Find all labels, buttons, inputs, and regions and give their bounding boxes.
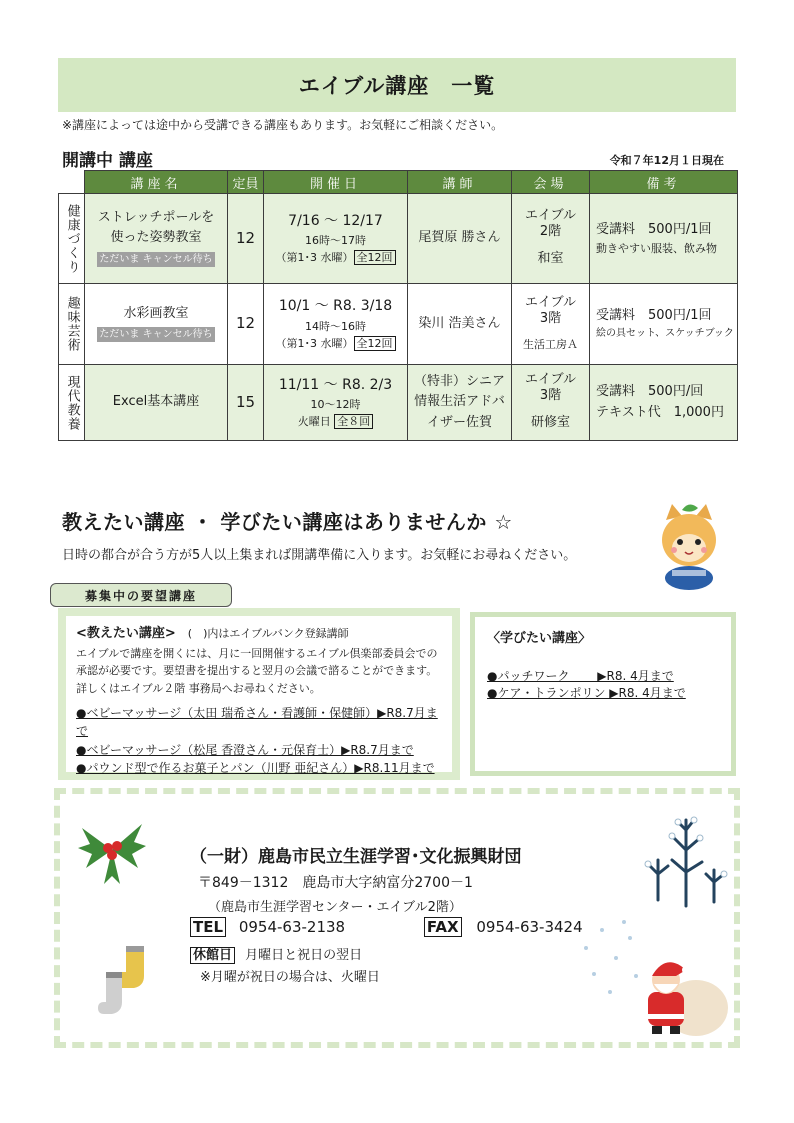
teach-list <box>76 704 442 778</box>
header-venue: 会場 <box>512 171 590 194</box>
list-item: ●ケア・トランポリン ▶R8. 4月まで <box>487 686 686 701</box>
dates-cell <box>264 194 408 284</box>
fee: 受講料 500円/1回 <box>596 308 712 324</box>
dates-cell <box>264 365 408 441</box>
category-cell: 趣味芸術 <box>59 284 85 365</box>
recruit-subtitle: 日時の都合が合う方が5人以上集まれば開講準備に入ります。お気軽にお尋ねください。 <box>62 548 577 563</box>
learn-heading: 〈学びたい講座〉 <box>487 631 592 646</box>
course-name: 水彩画教室 <box>123 305 189 321</box>
venue: エイブル3階 <box>524 294 577 327</box>
course-name-cell <box>85 284 228 365</box>
course-name-cell <box>85 365 228 441</box>
notes-cell <box>590 284 738 365</box>
waitlist-badge: ただいま キャンセル待ち <box>99 329 213 340</box>
as-of-date: 令和７年12月１日現在 <box>609 154 724 167</box>
fee: 受講料 500円/1回 <box>596 221 712 237</box>
date-range: 7/16 ～ 12/17 <box>288 212 383 229</box>
course-name: ストレッチポールを使った姿勢教室 <box>97 210 215 246</box>
fax-number: 0954-63-3424 <box>476 918 583 936</box>
contact-line <box>190 918 583 936</box>
course-name: Excel基本講座 <box>112 394 200 410</box>
teach-body-contact: 詳しくはエイブル２階 事務局へお尋ねください。 <box>76 681 321 695</box>
notes-cell <box>590 365 738 441</box>
address: 〒849－1312 鹿島市大字納富分2700－1 <box>198 875 473 891</box>
table-header-row <box>59 171 738 194</box>
category-cell: 健康づくり <box>59 194 85 284</box>
title-band <box>58 58 736 112</box>
venue: エイブル3階 <box>524 371 577 404</box>
teach-box <box>58 608 460 780</box>
teach-heading: <教えたい講座> <box>76 626 176 641</box>
header-dates: 開催日 <box>264 171 408 194</box>
venue: エイブル2階 <box>524 207 577 240</box>
header-blank <box>59 171 85 194</box>
header-instructor: 講師 <box>408 171 512 194</box>
page-title: エイブル講座 一覧 <box>298 74 496 98</box>
instructor-cell: 尾賀原 勝さん <box>408 194 512 284</box>
waitlist-badge: ただいま キャンセル待ち <box>99 253 213 265</box>
org-name: （一財）鹿島市民立生涯学習･文化振興財団 <box>190 847 522 867</box>
instructor-cell: （特非）シニア情報生活アドバイザー佐賀 <box>408 365 512 441</box>
time-range: 10～12時 <box>310 398 361 412</box>
category-cell: 現代教養 <box>59 365 85 441</box>
table-row <box>59 365 738 441</box>
notes-text: 動きやすい服装、飲み物 <box>596 242 717 256</box>
fax-label: FAX <box>424 917 462 937</box>
venue-cell <box>512 284 590 365</box>
instructor-cell: 染川 浩美さん <box>408 284 512 365</box>
room: 生活工房Ａ <box>523 338 578 352</box>
address-building: （鹿島市生涯学習センター・エイブル2階） <box>208 900 462 915</box>
tel-number: 0954-63-2138 <box>238 918 346 936</box>
santa-icon <box>576 918 736 1040</box>
schedule: 火曜日 <box>297 415 331 429</box>
table-row <box>59 194 738 284</box>
dates-cell <box>264 284 408 365</box>
closed-days: 月曜日と祝日の翌日 <box>245 948 363 963</box>
recruit-tab: 募集中の要望講座 <box>50 583 232 607</box>
socks-icon <box>96 942 166 1020</box>
schedule: （第1･3 水曜） <box>275 336 354 350</box>
date-range: 10/1 ～ R8. 3/18 <box>278 298 393 315</box>
room: 研修室 <box>530 415 570 431</box>
closed-line <box>190 944 362 963</box>
notes-cell <box>590 194 738 284</box>
list-item: ●パッチワーク ▶R8. 4月まで <box>487 669 674 683</box>
time-range: 16時～17時 <box>305 234 366 248</box>
notes-text: 絵の具セット、スケッチブック <box>596 328 734 340</box>
recruit-title: 教えたい講座 ・ 学びたい講座はありませんか ☆ <box>62 510 513 534</box>
room: 和室 <box>537 251 564 267</box>
venue-cell <box>512 194 590 284</box>
teach-body: エイブルで講座を開くには、月に一回開催するエイブル倶楽部委員会での承認が必要です。要望書を提出すると翌月の会議で諮ることができます。 <box>76 646 438 678</box>
course-table <box>58 170 738 441</box>
fee: 受講料 500円/回 <box>596 384 704 400</box>
holly-icon <box>74 814 150 886</box>
closed-note: ※月曜が祝日の場合は、火曜日 <box>200 970 380 985</box>
learn-box <box>470 612 736 776</box>
capacity-cell: 12 <box>228 284 264 365</box>
time-range: 14時～16時 <box>305 319 366 333</box>
teach-heading-note: ( )内はエイブルバンク登録講師 <box>187 627 349 640</box>
learn-list <box>487 668 719 703</box>
venue-cell <box>512 365 590 441</box>
header-capacity: 定員 <box>228 171 264 194</box>
mascot-icon <box>652 500 726 590</box>
session-count: 全12回 <box>354 336 396 351</box>
table-row <box>59 284 738 365</box>
header-notes: 備考 <box>590 171 738 194</box>
session-count: 全８回 <box>334 414 373 429</box>
session-count: 全12回 <box>354 250 396 265</box>
winter-tree-icon <box>636 810 732 910</box>
list-item: ●パウンド型で作るお菓子とパン（川野 亜紀さん）▶R8.11月まで <box>76 761 435 776</box>
tel-label: TEL <box>190 917 226 937</box>
list-item: ●ベビーマッサージ（松尾 香澄さん・元保育士）▶R8.7月まで <box>76 742 414 757</box>
closed-label: 休館日 <box>190 947 235 964</box>
notes-text: テキスト代 1,000円 <box>596 404 724 420</box>
header-name: 講座名 <box>85 171 228 194</box>
intro-note: ※講座によっては途中から受講できる講座もあります。お気軽にご相談ください。 <box>62 118 504 132</box>
list-item: ●ベビーマッサージ（太田 瑞希さん・看護師・保健師）▶R8.7月まで <box>76 705 438 739</box>
capacity-cell: 12 <box>228 194 264 284</box>
schedule: （第1･3 水曜） <box>275 251 354 265</box>
date-range: 11/11 ～ R8. 2/3 <box>278 376 393 393</box>
capacity-cell: 15 <box>228 365 264 441</box>
course-name-cell <box>85 194 228 284</box>
section-title: 開講中 講座 <box>62 151 153 171</box>
